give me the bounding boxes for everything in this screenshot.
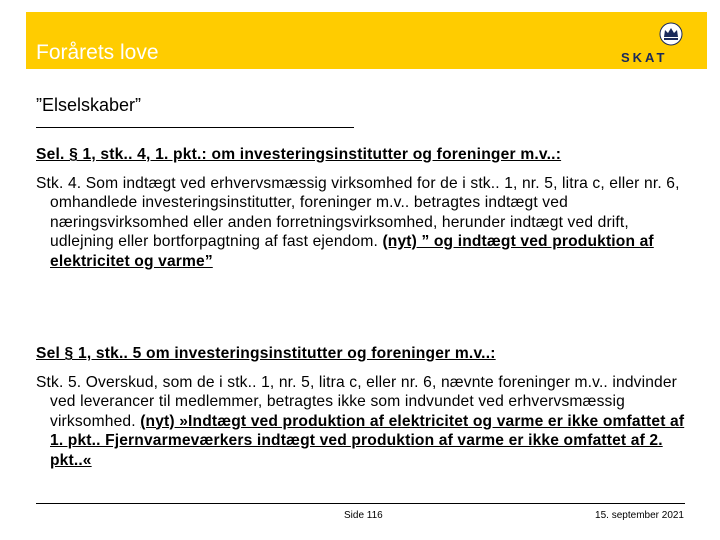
section-1 xyxy=(36,145,686,271)
page-number: Side 116 xyxy=(344,510,383,521)
section-paragraph xyxy=(36,174,686,272)
section-heading: Sel § 1, stk.. 5 om investeringsinstitutter og foreninger m.v..: xyxy=(36,345,496,362)
amendment-text: (nyt) »Indtægt ved produktion af elektricitet og varme er ikke omfattet af 1. pkt.. Fjernvarmeværkers indtægt ved produktion af varme er ikke omfattet af 2. pkt..« xyxy=(50,412,685,469)
amendment-text: (nyt) ” og indtægt ved produktion af elektricitet og varme” xyxy=(50,233,654,270)
logo-wordmark: SKAT xyxy=(621,50,668,64)
header-banner xyxy=(26,12,707,69)
section-paragraph xyxy=(36,373,686,471)
section-2 xyxy=(36,344,686,470)
skat-logo xyxy=(617,18,689,64)
paragraph-text: Stk. 4. Som indtægt ved erhvervsmæssig virksomhed for de i stk.. 1, nr. 5, litra c, eller nr. 6, omhandlede investeringsinstitutter, foreninger m.v.. betragtes indtægt ved næringsvirksomhed eller anden forretningsvirksomhed, herunder indtægt ved drift, udlejning eller bortforpagtning af fast ejendom. xyxy=(36,174,680,250)
footer-rule xyxy=(36,503,685,504)
section-heading: Sel. § 1, stk.. 4, 1. pkt.: om investeringsinstitutter og foreninger m.v..: xyxy=(36,146,562,163)
paragraph-text: Stk. 5. Overskud, som de i stk.. 1, nr. 5, litra c, eller nr. 6, nævnte foreninger m.v.. indvinder ved leverancer til medlemmer, betragtes ikke som indvundet ved erhvervsmæssig virksomhed. xyxy=(36,373,678,430)
footer-date: 15. september 2021 xyxy=(595,510,684,521)
page-title: Forårets love xyxy=(36,41,159,64)
subtitle-rule xyxy=(36,127,354,128)
subtitle: ”Elselskaber” xyxy=(36,95,142,115)
